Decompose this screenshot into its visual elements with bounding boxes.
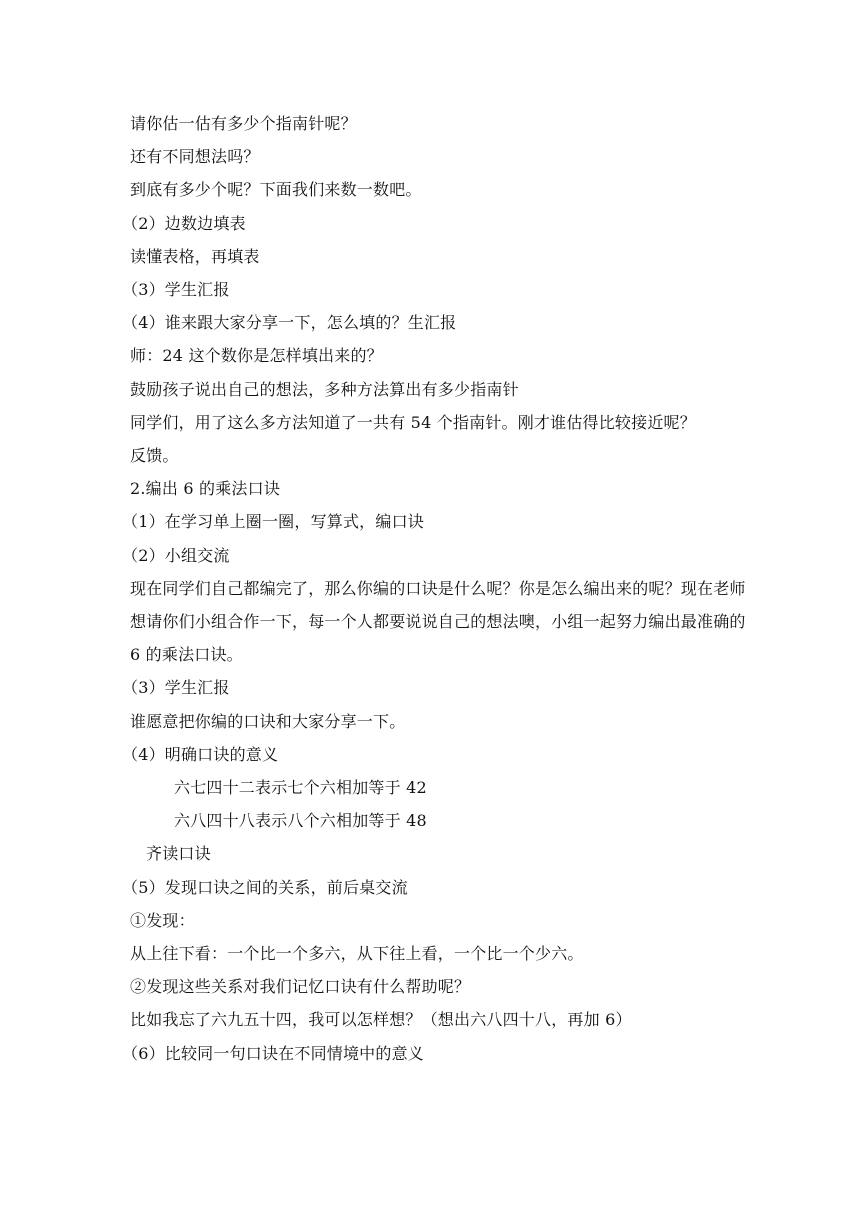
paragraph: 现在同学们自己都编完了，那么你编的口诀是什么呢？你是怎么编出来的呢？现在老师想请你们小组合作一下，每一个人都要说说自己的想法噢，小组一起努力编出最准确的 6 的乘法口诀。 xyxy=(130,578,746,665)
text-line: 还有不同想法吗？ xyxy=(130,147,260,167)
text-line: 鼓励孩子说出自己的想法，多种方法算出有多少指南针 xyxy=(130,379,519,399)
text-line: 师：24 这个数你是怎样填出来的？ xyxy=(130,346,383,366)
step-heading: （6）比较同一句口诀在不同情境中的意义 xyxy=(122,1043,424,1063)
step-heading: （4）明确口诀的意义 xyxy=(122,744,279,764)
text-line: 请你估一估有多少个指南针呢？ xyxy=(130,114,357,133)
step-heading: （2）小组交流 xyxy=(122,545,230,565)
formula-line: 六八四十八表示八个六相加等于 48 xyxy=(174,811,427,831)
text-line: 同学们，用了这么多方法知道了一共有 54 个指南针。刚才谁估得比较接近呢？ xyxy=(130,412,696,432)
text-line: 反馈。 xyxy=(130,446,179,466)
section-heading: 2.编出 6 的乘法口诀 xyxy=(130,479,281,499)
text-line: 齐读口诀 xyxy=(146,844,211,864)
text-line: 从上往下看：一个比一个多六，从下往上看，一个比一个少六。 xyxy=(130,944,584,964)
step-heading: （3）学生汇报 xyxy=(122,280,230,300)
step-heading: （5）发现口诀之间的关系，前后桌交流 xyxy=(122,877,408,897)
text-line: 读懂表格，再填表 xyxy=(130,246,260,266)
text-line: 到底有多少个呢？下面我们来数一数吧。 xyxy=(130,180,422,200)
document-body xyxy=(122,107,750,1070)
formula-line: 六七四十二表示七个六相加等于 42 xyxy=(174,778,427,798)
text-line: ②发现这些关系对我们记忆口诀有什么帮助呢？ xyxy=(130,977,471,997)
step-heading: （4）谁来跟大家分享一下，怎么填的？生汇报 xyxy=(122,313,457,333)
text-line: 谁愿意把你编的口诀和大家分享一下。 xyxy=(130,711,406,731)
step-heading: （3）学生汇报 xyxy=(122,678,230,698)
step-heading: （1）在学习单上圈一圈，写算式，编口诀 xyxy=(122,512,424,532)
text-line: ①发现： xyxy=(130,910,195,930)
text-line: 比如我忘了六九五十四，我可以怎样想？（想出六八四十八，再加 6） xyxy=(130,1010,632,1030)
step-heading: （2）边数边填表 xyxy=(122,213,246,233)
